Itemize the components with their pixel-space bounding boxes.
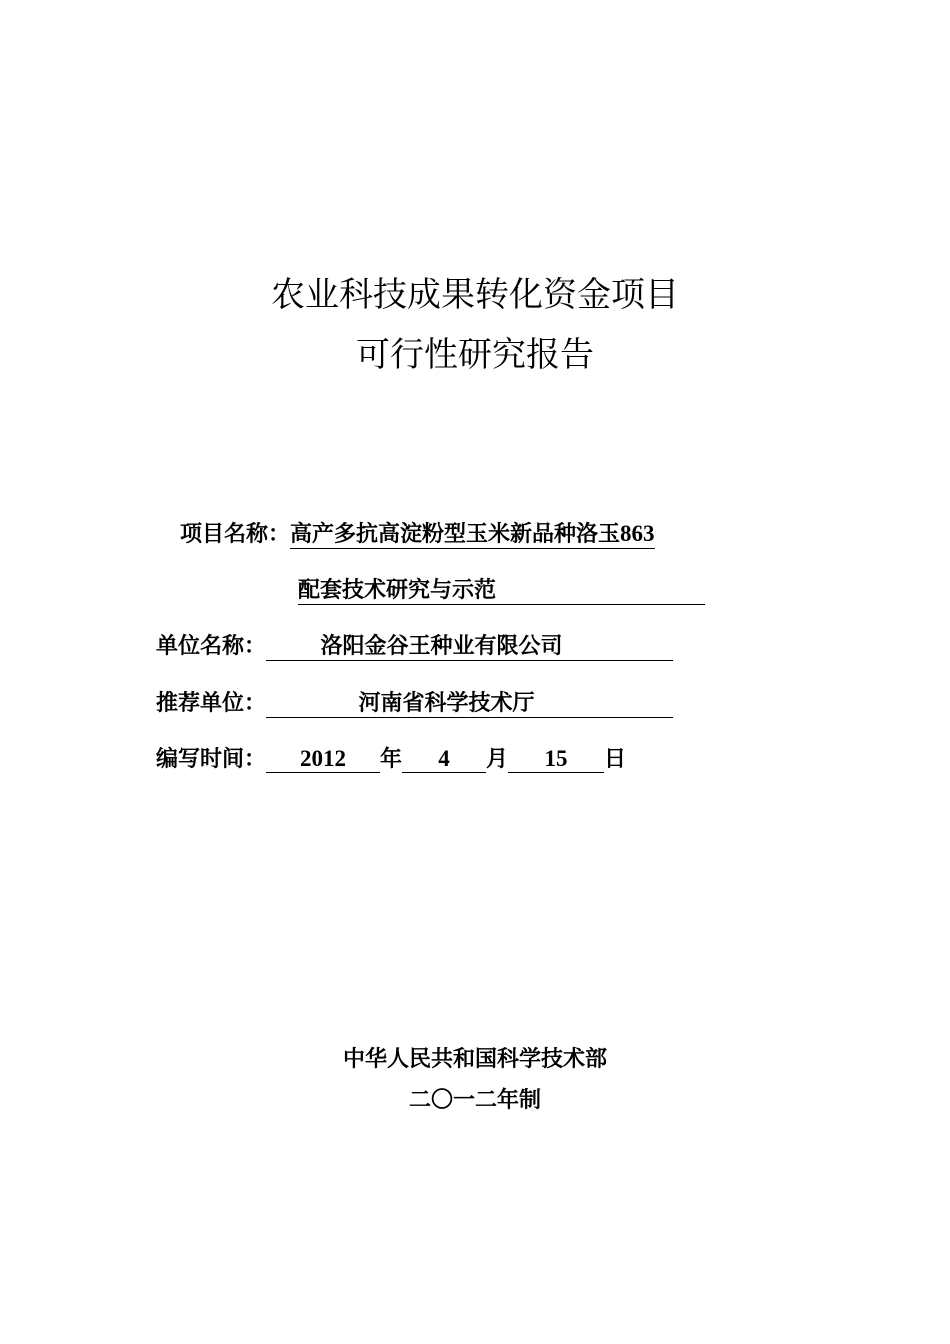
unit-name-value <box>266 634 673 661</box>
date-day-unit: 日 <box>604 747 627 772</box>
project-name-number: 863 <box>620 521 655 546</box>
recommender-text: 河南省科学技术厅 <box>358 691 535 716</box>
unit-name-text: 洛阳金谷王种业有限公司 <box>320 634 563 659</box>
recommender-row <box>156 689 673 719</box>
date-label: 编写时间： <box>156 747 267 772</box>
date-month-unit: 月 <box>486 747 509 772</box>
recommender-value <box>266 691 673 718</box>
unit-name-label: 单位名称： <box>156 634 267 659</box>
report-title-line1: 农业科技成果转化资金项目 <box>271 275 679 315</box>
project-name-row <box>180 520 655 550</box>
date-year-unit: 年 <box>380 747 403 772</box>
date-month: 4 <box>402 746 486 773</box>
date-row <box>156 745 626 775</box>
date-day: 15 <box>508 746 604 773</box>
project-name-label: 项目名称： <box>180 522 291 547</box>
project-name-text: 高产多抗高淀粉型玉米新品种洛玉 <box>290 522 621 547</box>
project-name-value-line2: 配套技术研究与示范 <box>298 578 705 605</box>
made-year-line: 二〇一二年制 <box>408 1088 541 1113</box>
project-name-row2 <box>298 576 705 606</box>
unit-name-row <box>156 632 673 662</box>
date-year: 2012 <box>266 746 380 773</box>
recommender-label: 推荐单位： <box>156 691 267 716</box>
issuer-line: 中华人民共和国科学技术部 <box>342 1047 607 1072</box>
report-title-line2: 可行性研究报告 <box>356 335 594 375</box>
project-name-value-line1 <box>290 521 655 549</box>
